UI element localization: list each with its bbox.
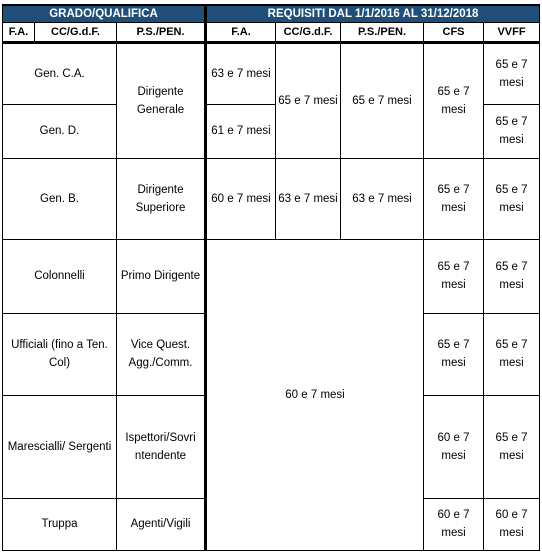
req-fa-cell: 63 e 7 mesi xyxy=(206,43,276,104)
col-header-req-ccgdf: CC/G.d.F. xyxy=(276,23,341,43)
req-cfs-cell: 65 e 7 mesi xyxy=(424,158,484,239)
grade-cell: Gen. C.A. xyxy=(3,43,117,104)
req-cfs-cell: 65 e 7 mesi xyxy=(424,240,484,313)
table-row-colonnelli xyxy=(3,240,540,313)
req-cfs-cell: 65 e 7 mesi xyxy=(424,313,484,395)
col-header-req-cfs: CFS xyxy=(424,23,484,43)
pspen-grade-cell: Ispettori/Sovri ntendente xyxy=(117,396,206,499)
grade-cell: Gen. D. xyxy=(3,104,117,158)
req-cfs-cell: 60 e 7 mesi xyxy=(424,396,484,499)
col-header-req-pspen: P.S./PEN. xyxy=(341,23,424,43)
col-header-req-vvff: VVFF xyxy=(484,23,540,43)
column-header-row xyxy=(3,23,540,43)
group-header-grado: GRADO/QUALIFICA xyxy=(3,5,206,23)
req-cfs-cell: 60 e 7 mesi xyxy=(424,498,484,550)
req-ccgdf-cell: 65 e 7 mesi xyxy=(276,43,341,159)
col-header-fa: F.A. xyxy=(3,23,35,43)
grade-cell: Colonnelli xyxy=(3,240,117,313)
req-fa-cell: 61 e 7 mesi xyxy=(206,104,276,158)
table-row-gen-ca xyxy=(3,43,540,104)
pspen-grade-cell: Agenti/Vigili xyxy=(117,498,206,550)
req-vvff-cell: 65 e 7 mesi xyxy=(484,240,540,313)
req-vvff-cell: 65 e 7 mesi xyxy=(484,104,540,158)
req-common-cell: 60 e 7 mesi xyxy=(206,240,424,551)
pspen-grade-cell: Primo Dirigente xyxy=(117,240,206,313)
pspen-grade-cell: Dirigente Superiore xyxy=(117,158,206,239)
req-vvff-cell: 65 e 7 mesi xyxy=(484,396,540,499)
req-ccgdf-cell: 63 e 7 mesi xyxy=(276,158,341,239)
req-vvff-cell: 65 e 7 mesi xyxy=(484,158,540,239)
col-header-pspen: P.S./PEN. xyxy=(117,23,206,43)
grade-cell: Marescialli/ Sergenti xyxy=(3,396,117,499)
grade-cell: Truppa xyxy=(3,498,117,550)
group-header-row xyxy=(3,5,540,23)
requirements-table xyxy=(2,4,540,551)
req-cfs-cell: 65 e 7 mesi xyxy=(424,43,484,159)
req-pspen-cell: 65 e 7 mesi xyxy=(341,43,424,159)
col-header-req-fa: F.A. xyxy=(206,23,276,43)
req-pspen-cell: 63 e 7 mesi xyxy=(341,158,424,239)
pspen-grade-cell: Dirigente Generale xyxy=(117,43,206,159)
grade-cell: Gen. B. xyxy=(3,158,117,239)
grade-cell: Ufficiali (fino a Ten. Col) xyxy=(3,313,117,395)
table-row-gen-b xyxy=(3,158,540,239)
pspen-grade-cell: Vice Quest. Agg./Comm. xyxy=(117,313,206,395)
req-vvff-cell: 65 e 7 mesi xyxy=(484,313,540,395)
group-header-requisiti: REQUISITI DAL 1/1/2016 AL 31/12/2018 xyxy=(206,5,540,23)
req-fa-cell: 60 e 7 mesi xyxy=(206,158,276,239)
col-header-ccgdf: CC/G.d.F. xyxy=(35,23,117,43)
req-vvff-cell: 65 e 7 mesi xyxy=(484,43,540,104)
req-vvff-cell: 60 e 7 mesi xyxy=(484,498,540,550)
